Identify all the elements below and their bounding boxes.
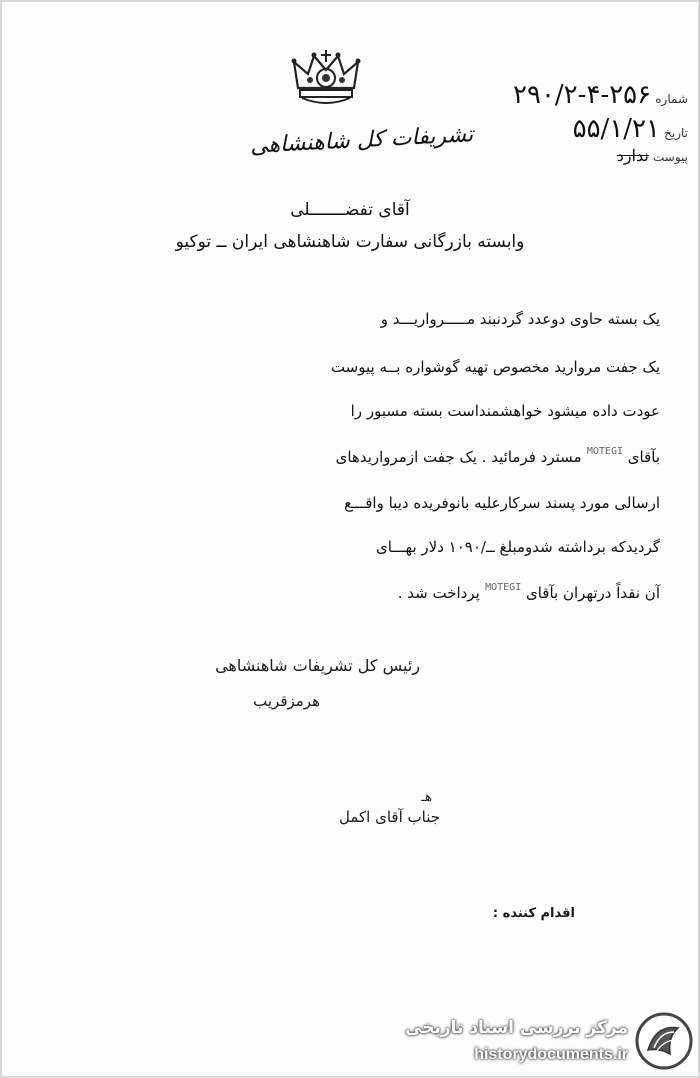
header-date-row	[573, 114, 688, 144]
number-label: شماره	[655, 92, 688, 106]
motegi-stamp-2: MOTEGI	[485, 582, 522, 593]
body-line-4-post: مسترد فرمائید . یک جفت ازمرواریدهای	[335, 448, 582, 466]
body-line-5: ارسالی مورد پسند سرکارعلیه بانوفریده دیبا واقـــع	[344, 494, 660, 512]
number-value: ۲۵۶-۴-۲۹۰/۲	[513, 80, 652, 110]
header-attachment-row	[617, 146, 688, 165]
signatory-name: هرمزقریب	[253, 692, 320, 710]
watermark-book-icon	[634, 1010, 694, 1072]
header-number-row	[513, 80, 688, 110]
signatory-title: رئیس کل تشریفات شاهنشاهی	[215, 656, 420, 675]
watermark-title: مرکز بررسی اسناد تاریخی	[405, 1018, 628, 1038]
action-label: اقدام کننده :	[492, 906, 575, 921]
recipient-prefix: هـ	[421, 790, 432, 805]
recipient-name: جناب آقای اکمل	[338, 808, 440, 826]
body-line-7	[398, 582, 660, 602]
body-line-7-post: پرداخت شد .	[397, 584, 480, 602]
body-line-3: عودت داده میشود خواهشمنداست بسته مسبور را	[350, 402, 660, 420]
crown-emblem-icon	[290, 48, 362, 110]
attachment-label: پیوست	[653, 150, 688, 164]
body-line-6: گردیدکه برداشته شدومبلغ ــ/۱۰۹۰ دلار بهـــای	[376, 538, 660, 556]
body-line-1: یک بسته حاوی دوعدد گردنبند مـــــرواریـــد و	[380, 310, 660, 328]
watermark-url: historydocuments.ir	[474, 1046, 628, 1063]
body-line-4	[60, 446, 660, 466]
body-line-7-pre: آن نقداً درتهران بآقای	[526, 584, 660, 602]
date-label: تاریخ	[664, 126, 688, 140]
body-line-2: یک جفت مروارید مخصوص تهیه گوشواره بــه پیوست	[330, 358, 660, 376]
office-title: تشریفات کل شاهنشاهی	[249, 122, 474, 159]
motegi-stamp: MOTEGI	[586, 446, 623, 457]
body-line-4-pre: بآقای	[627, 448, 660, 466]
attachment-value: ندارد	[616, 146, 649, 165]
addressee-name: آقای تفضـــــــلی	[290, 200, 410, 220]
addressee-position: وابسته بازرگانی سفارت شاهنشاهی ایران ــ توکیو	[175, 232, 525, 252]
date-value: ۵۵/۱/۲۱	[572, 114, 660, 144]
